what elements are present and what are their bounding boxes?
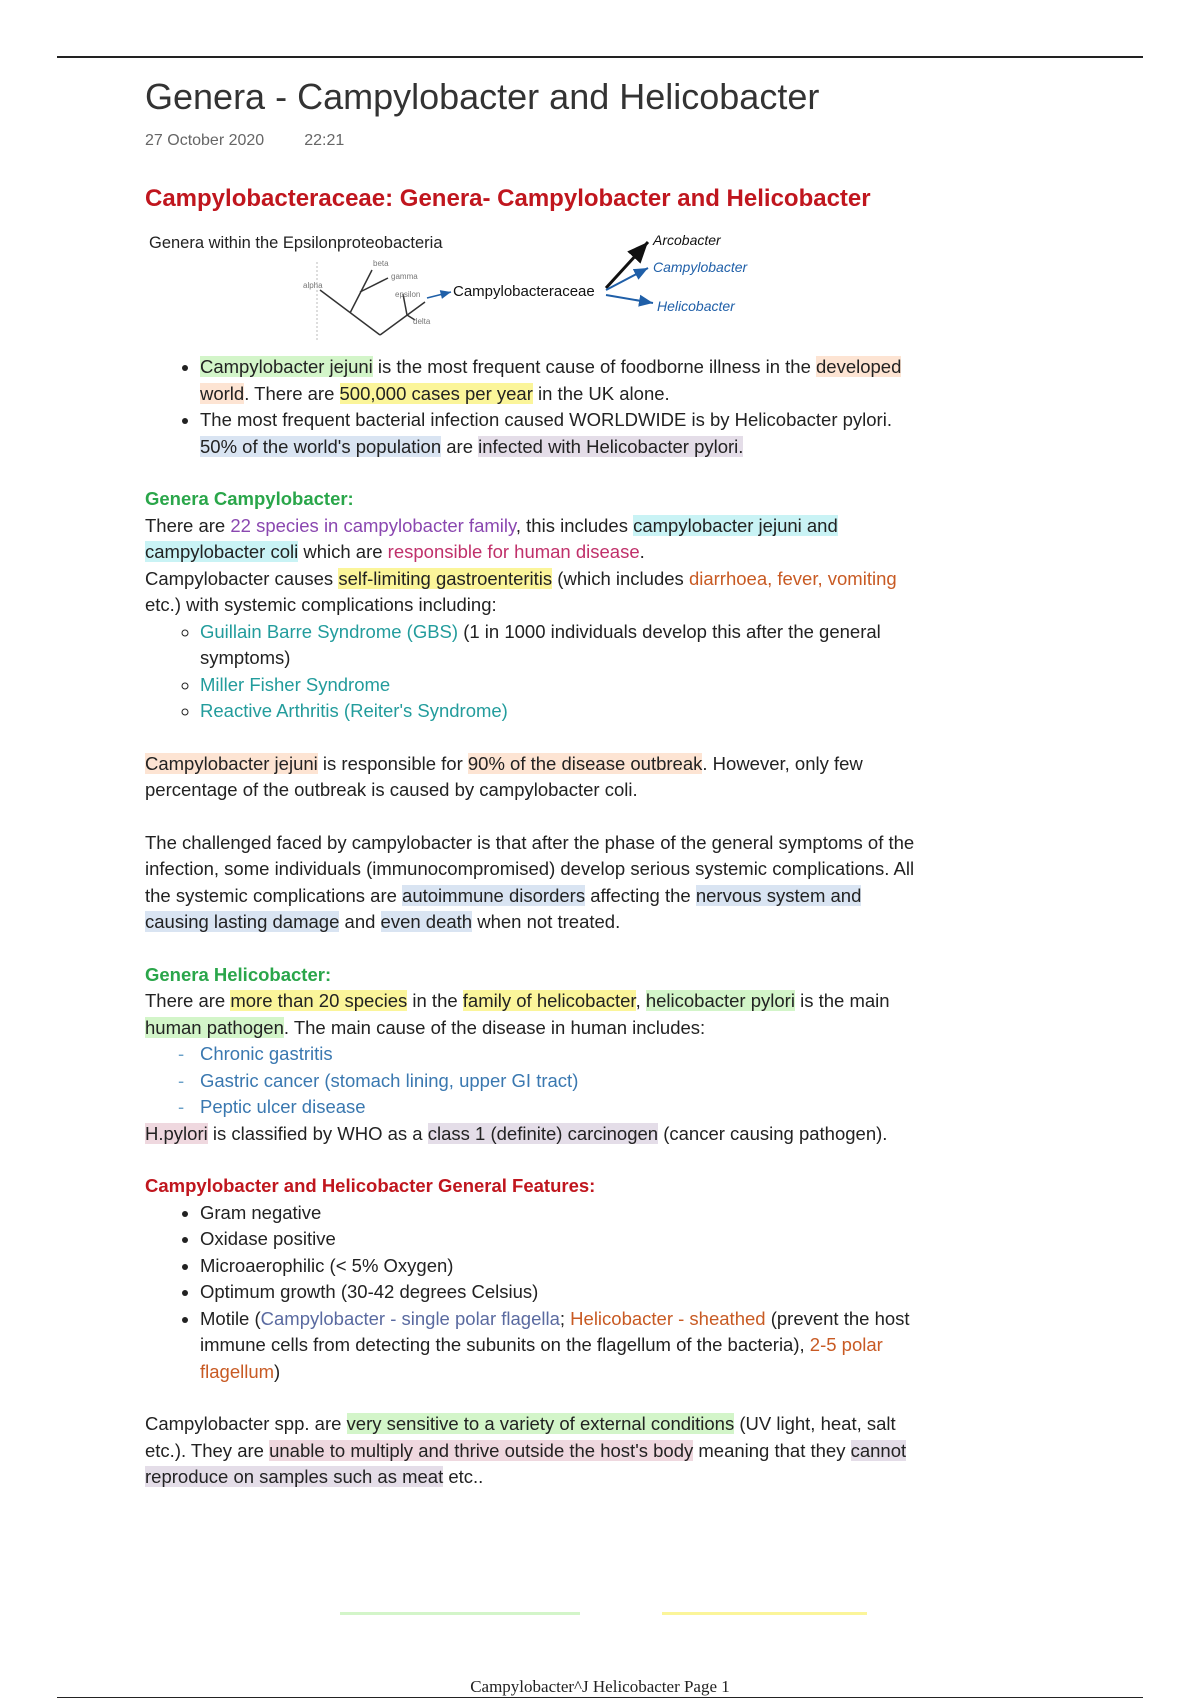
section-heading-features: Campylobacter and Helicobacter General Features: — [145, 1175, 596, 1196]
list-item: • The most frequent bacterial infection caused WORLDWIDE is by Helicobacter pylori. 50% of the world's population are infected with Helicobacter pylori. — [200, 407, 925, 460]
page-date: 27 October 2020 — [145, 132, 265, 149]
list-item: • Microaerophilic (< 5% Oxygen) — [200, 1253, 925, 1280]
genus-campylobacter: Campylobacter — [653, 259, 748, 275]
features-list — [145, 1200, 925, 1386]
helico-disease-list — [145, 1041, 925, 1121]
arrow-arcobacter — [606, 242, 648, 288]
branch-alpha: alpha — [303, 281, 323, 290]
campy-paragraph-4: The challenged faced by campylobacter is that after the phase of the general symptoms of the infection, some individuals (immunocompromised) develop serious systemic complications. All the systemic complications are autoimmune disorders affecting the nervous system and causing lasting damage and even death when not treated. — [145, 831, 915, 932]
family-label: Campylobacteraceae — [453, 283, 595, 300]
note-body — [145, 184, 925, 1491]
complications-list — [145, 619, 925, 725]
branch-delta: delta — [413, 317, 431, 326]
top-rule — [57, 56, 1143, 58]
list-item: • Oxidase positive — [200, 1226, 925, 1253]
bottom-rule — [57, 1697, 1143, 1698]
list-item: • Gram negative — [200, 1200, 925, 1227]
highlight-stroke-yellow — [662, 1612, 867, 1615]
section-heading-helicobacter: Genera Helicobacter: — [145, 963, 332, 985]
list-item: - Chronic gastritis — [200, 1041, 925, 1068]
list-item: • Optimum growth (30-42 degrees Celsius) — [200, 1279, 925, 1306]
page-time: 22:21 — [304, 132, 345, 149]
branch-beta: beta — [373, 259, 389, 268]
arrow-helicobacter — [606, 295, 653, 303]
phylogeny-diagram — [145, 222, 925, 350]
highlight-stroke-green — [340, 1612, 580, 1615]
genus-arcobacter: Arcobacter — [653, 232, 721, 248]
helico-paragraph-2: H.pylori is classified by WHO as a class 1 (definite) carcinogen (cancer causing pathogen). — [145, 1122, 888, 1144]
list-item: • Motile (Campylobacter - single polar flagella; Helicobacter - sheathed (prevent the host immune cells from detecting the subunits on the flagellum of the bacteria), 2-5 polar flagellum) — [200, 1306, 925, 1386]
page-title: Genera - Campylobacter and Helicobacter — [145, 76, 820, 117]
diagram-caption: Genera within the Epsilonproteobacteria — [149, 234, 443, 252]
page-footer: Campylobacter^J Helicobacter Page 1 — [470, 1677, 730, 1696]
list-item: - Peptic ulcer disease — [200, 1094, 925, 1121]
section-heading-campylobacteraceae: Campylobacteraceae: Genera- Campylobacter and Helicobacter — [145, 185, 871, 212]
list-item: - Gastric cancer (stomach lining, upper GI tract) — [200, 1068, 925, 1095]
page-meta — [145, 132, 344, 150]
branch-epsilon: epsilon — [395, 290, 421, 299]
helico-paragraph-1: There are more than 20 species in the family of helicobacter, helicobacter pylori is the main human pathogen. The main cause of the disease in human includes: — [145, 990, 890, 1038]
genus-helicobacter: Helicobacter — [657, 298, 735, 314]
branch-gamma: gamma — [391, 272, 418, 281]
list-item: • Campylobacter jejuni is the most frequent cause of foodborne illness in the developed world. There are 500,000 cases per year in the UK alone. — [200, 354, 925, 407]
tree-arrow — [427, 292, 451, 298]
campy-paragraph-2: Campylobacter causes self-limiting gastroenteritis (which includes diarrhoea, fever, vomiting etc.) with systemic complications including: — [145, 567, 897, 615]
intro-list — [145, 354, 925, 460]
list-item: ◦ Guillain Barre Syndrome (GBS) (1 in 1000 individuals develop this after the general symptoms) — [200, 619, 925, 672]
campy-paragraph-3: Campylobacter jejuni is responsible for 90% of the disease outbreak. However, only few percentage of the outbreak is caused by campylobacter coli. — [145, 752, 863, 800]
list-item: ◦ Reactive Arthritis (Reiter's Syndrome) — [200, 698, 925, 725]
section-heading-campylobacter: Genera Campylobacter: — [145, 488, 354, 509]
campy-paragraph-1: There are 22 species in campylobacter family, this includes campylobacter jejuni and campylobacter coli which are responsible for human disease. — [145, 514, 838, 562]
features-paragraph: Campylobacter spp. are very sensitive to a variety of external conditions (UV light, heat, salt etc.). They are unable to multiply and thrive outside the host's body meaning that they cannot reproduce on samples such as meat etc.. — [145, 1413, 907, 1487]
list-item: ◦ Miller Fisher Syndrome — [200, 672, 925, 699]
